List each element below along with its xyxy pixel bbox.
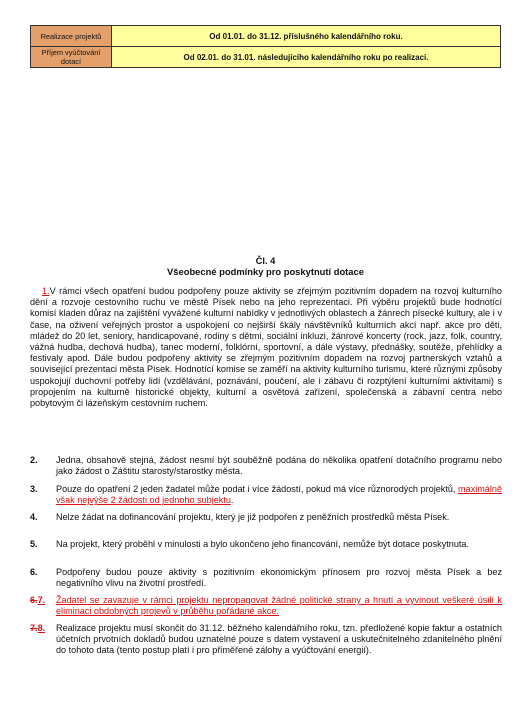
item-number: 5. xyxy=(30,539,38,549)
table-row xyxy=(31,47,501,68)
item-number xyxy=(30,623,56,634)
item-number-old: 6. xyxy=(30,595,38,605)
item-number: 3. xyxy=(30,484,38,494)
item-text: V rámci všech opatření budou podpořeny pouze aktivity se zřejmým pozitivním dopadem na rozvoj kulturního dění a rozvoje cestovního ruchu ve městě Písek nebo na jeho reprezentaci. Při výběru projektů bude hodnotící komisí kladen důraz na zajištění vyvážené kulturní nabídky v jednotlivých oblastech a žánrech písecké kultury, ale i v čase, na oživení veřejných prostor a uspokojení co nejširší škály návštěvníků kulturních akcí např. akce pro děti, mládež do 20 let, seniory, handicapované, rodiny s dětmi, sociální inkluzi, žánrové koncerty (rock, jazz, folk, country, vážná hudba, dechová hudba), tanec moderní, folklórní, sportovní, a dále výstavy, přednášky, soutěže, přehlídky a festivaly apod. Dále budou podpořeny aktivity se zřejmým pozitivním dopadem na rozvoj partnerských vztahů a související prezentaci města Písek. Hodnotící komise se zaměří na aktivity kulturního turismu, které různými způsoby uspokojují duchovní potřeby lidí (vzdělávání, poznávání, poučení, ale i zábavu či rozptýlení kulturními aktivitami) s propojením na kulturně historické objekty, kulturní a osvětová zařízení, společenská a zábavní centra nebo pobytovým či lázeňským cestovním ruchem. xyxy=(30,286,502,409)
table-row xyxy=(31,26,501,47)
item-text: Jedna, obsahově stejná, žádost nesmí být souběžně podána do několika opatření dotačního programu nebo jako žádost o Záštitu starosty/starostky města. xyxy=(56,455,502,477)
item-added-text: maximálně však nejvýše 2 žádosti od jednoho subjektu xyxy=(56,484,502,506)
item-number: 4. xyxy=(30,512,38,522)
item-number: 1. xyxy=(42,286,50,296)
row-label: Příjem vyúčtování dotací xyxy=(31,47,112,68)
article-number: Čl. 4 xyxy=(255,255,276,266)
item-number: 2. xyxy=(30,455,38,465)
row-value: Od 02.01. do 31.01. následujícího kalendářního roku po realizaci. xyxy=(112,47,501,68)
item-text: Pouze do opatření 2 jeden žadatel může podat i více žádostí, pokud má více různorodých projektů, xyxy=(56,484,459,494)
schedule-table xyxy=(30,25,501,68)
article-title: Všeobecné podmínky pro poskytnutí dotace xyxy=(167,266,364,277)
row-label: Realizace projektů xyxy=(31,26,112,47)
item-text: Podpořeny budou pouze aktivity s pozitivním ekonomickým přínosem pro rozvoj města Písek a bez negativního vlivu na životní prostředí. xyxy=(56,567,502,589)
item-number-old: 7. xyxy=(30,623,38,633)
item-text: Nelze žádat na dofinancování projektu, který je již podpořen z peněžních prostředků města Písek. xyxy=(56,512,450,522)
item-text: Realizace projektu musí skončit do 31.12. běžného kalendářního roku, tzn. předložené kopie faktur a ostatních účetních prvotních dokladů budou uznatelné pouze s datem vystavení a uskutečnitelného zdanitelného plnění do tohoto data (tento postup platí i pro přiměřené zálohy a vyúčtování energií). xyxy=(56,623,502,656)
item-text: Žadatel se zavazuje v rámci projektu nepropagovat žádné politické strany a hnutí a vyvinout veškeré úsilí k eliminaci obdobných projevů v průběhu pořádané akce. xyxy=(56,595,502,617)
item-number-new: 7. xyxy=(37,595,46,605)
item-number: 6. xyxy=(30,567,38,577)
item-number xyxy=(30,595,56,606)
item-number-new: 8. xyxy=(37,623,46,633)
item-tail: . xyxy=(230,495,234,506)
item-text: Na projekt, který proběhl v minulosti a bylo ukončeno jeho financování, nemůže být dotace poskytnuta. xyxy=(56,539,469,549)
row-value: Od 01.01. do 31.12. příslušného kalendářního roku. xyxy=(112,26,501,47)
